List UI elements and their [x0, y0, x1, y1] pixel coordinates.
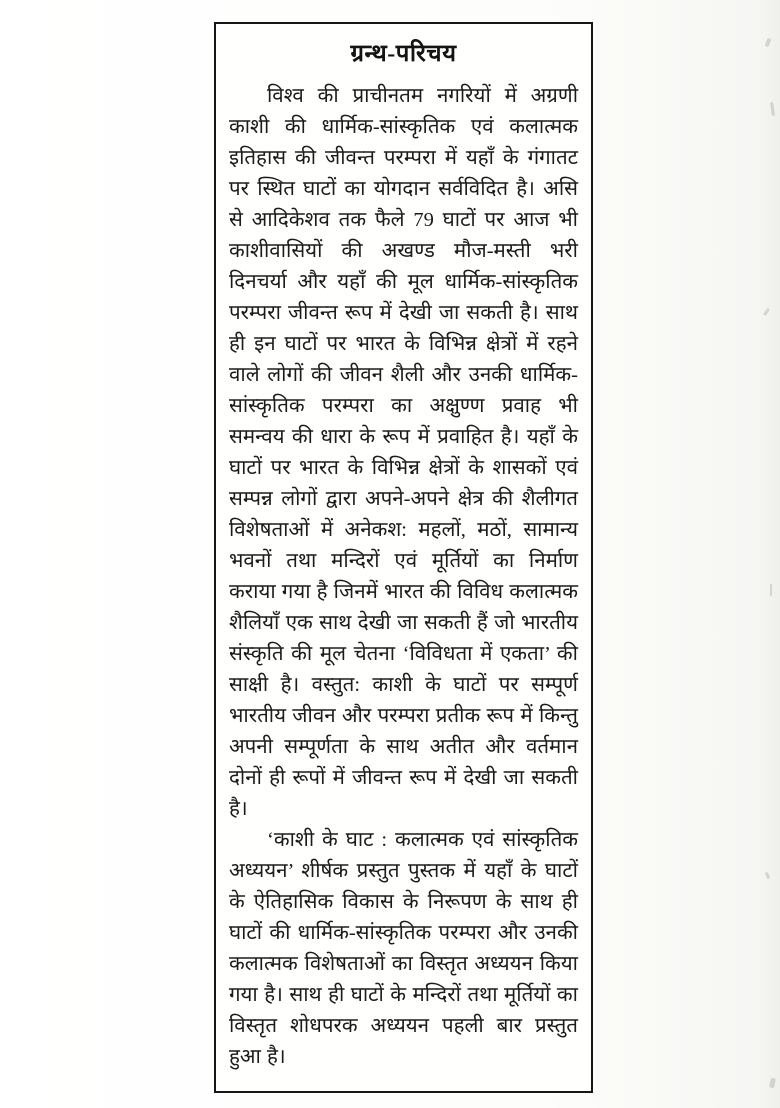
paragraph-book-description: ‘काशी के घाट : कलात्मक एवं सांस्कृतिक अध्ययन’ शीर्षक प्रस्तुत पुस्तक में यहाँ के घाटों के ऐतिहासिक विकास के निरूपण के साथ ही घाटों की धार्मिक-सांस्कृतिक परम्परा और उनकी कलात्मक विशेषताओं का विस्तृत अध्ययन किया गया है। साथ ही घाटों के मन्दिरों तथा मूर्तियों का विस्तृत शोधपरक अध्ययन पहली बार प्रस्तुत हुआ है। — [229, 829, 578, 1068]
scan-artifact — [769, 1078, 776, 1089]
scan-artifact — [763, 308, 770, 316]
text-border-box — [214, 22, 593, 1093]
page-title: ग्रन्थ-परिचय — [350, 41, 457, 67]
scan-artifact — [765, 38, 772, 48]
paragraph-intro: विश्व की प्राचीनतम नगरियों में अग्रणी काशी की धार्मिक-सांस्कृतिक एवं कलात्मक इतिहास की जीवन्त परम्परा में यहाँ के गंगातट पर स्थित घाटों का योगदान सर्वविदित है। असि से आदिकेशव तक फैले 79 घाटों पर आज भी काशीवासियों की अखण्ड मौज-मस्ती भरी दिनचर्या और यहाँ की मूल धार्मिक-सांस्कृतिक परम्परा जीवन्त रूप में देखी जा सकती है। साथ ही इन घाटों पर भारत के विभिन्न क्षेत्रों में रहने वाले लोगों की जीवन शैली और उनकी धार्मिक-सांस्कृतिक परम्परा का अक्षुण्ण प्रवाह भी समन्वय की धारा के रूप में प्रवाहित है। यहाँ के घाटों पर भारत के विभिन्न क्षेत्रों के शासकों एवं सम्पन्न लोगों द्वारा अपने-अपने क्षेत्र की शैलीगत विशेषताओं में अनेकश: महलों, मठों, सामान्य भवनों तथा मन्दिरों एवं मूर्तियों का निर्माण कराया गया है जिनमें भारत की विविध कलात्मक शैलियाँ एक साथ देखी जा सकती हैं जो भारतीय संस्कृति की मूल चेतना ‘विविधता में एकता’ की साक्षी है। वस्तुत: काशी के घाटों पर सम्पूर्ण भारतीय जीवन और परम्परा प्रतीक रूप में किन्तु अपनी सम्पूर्णता के साथ अतीत और वर्तमान दोनों ही रूपों में जीवन्त रूप में देखी जा सकती है। — [229, 85, 578, 820]
scan-artifact — [770, 584, 772, 596]
scan-artifact — [765, 872, 771, 880]
scan-artifact — [770, 102, 775, 116]
